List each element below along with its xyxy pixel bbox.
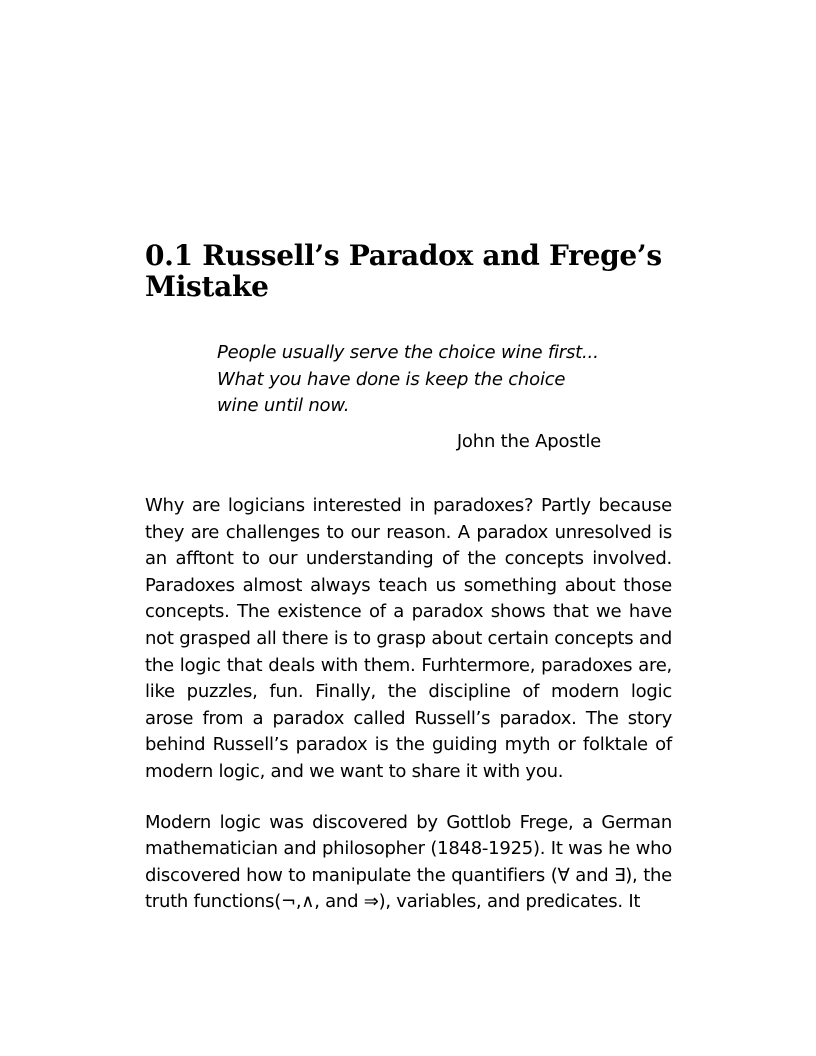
section-title: 0.1 Russell’s Paradox and Frege’s Mistake [145, 239, 662, 303]
epigraph [217, 340, 601, 455]
body-paragraph-2: Modern logic was discovered by Gottlob Frege, a German mathematician and philosopher (1848-1925). It was he who discovered how to manipulate the quantifiers (∀ and ∃), the truth functions(¬,∧, and ⇒), variables, and predicates. It [145, 811, 672, 913]
epigraph-quote: People usually serve the choice wine first... What you have done is keep the choice wine until now. [217, 342, 599, 416]
body-paragraph-1: Why are logicians interested in paradoxes? Partly because they are challenges to our reason. A paradox unresolved is an afftont to our understanding of the concepts involved. Paradoxes almost always teach us something about those concepts. The existence of a paradox shows that we have not grasped all there is to grasp about certain concepts and the logic that deals with them. Furhtermore, paradoxes are, like puzzles, fun. Finally, the discipline of modern logic arose from a paradox called Russell’s paradox. The story behind Russell’s paradox is the guiding myth or folktale of modern logic, and we want to share it with you. [145, 495, 672, 782]
document-page [145, 240, 672, 916]
epigraph-attribution: John the Apostle [456, 430, 601, 452]
